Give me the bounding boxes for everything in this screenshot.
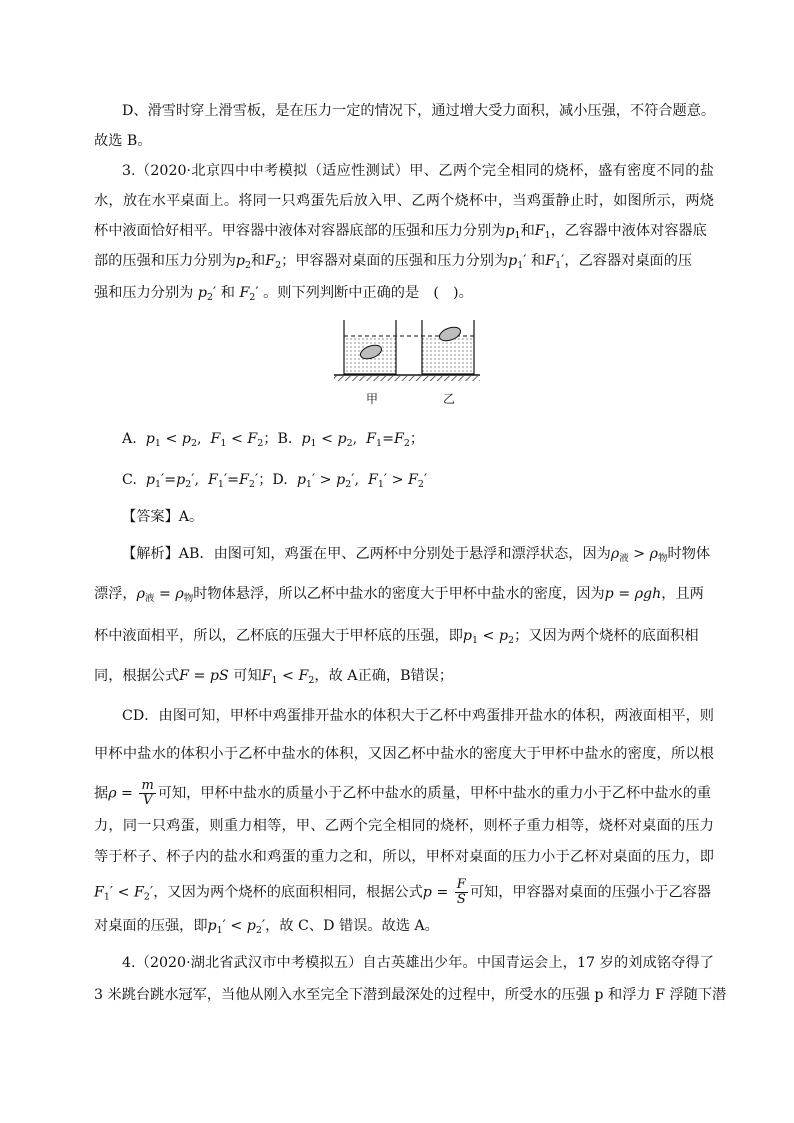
analysis-text: 时物体悬浮，所以乙杯中盐水的密度大于甲杯中盐水的密度，因为 [193,586,605,602]
analysis-text: 【解析】AB．由图可知，鸡蛋在甲、乙两杯中分别处于悬浮和漂浮状态，因为 [122,546,611,562]
analysis-text: ，又因为两个烧杯的底面积相同，根据公式 [153,884,423,901]
option-c-label: C. [122,472,137,488]
analysis-text: ，且两 [661,586,704,602]
analysis-text: 同，根据公式 [94,668,180,684]
analysis-line-9: 等于杯子、杯子内的盐水和鸡蛋的重力之和，所以，甲杯对桌面的压力小于乙杯对桌面的压力，即 [94,849,714,865]
analysis-text: 可知，甲杯中盐水的质量小于乙杯中盐水的质量，甲杯中盐水的重力小于乙杯中盐水的重 [157,785,712,802]
analysis-text: 可知 [233,668,262,684]
figure-label-yi: 乙 [443,392,456,406]
options-cd: C. $p_1'=p_2'$, $F_1'=F_2'$；D. $p_1' > p_2'$, $F_1' > F_2'$ [122,472,428,490]
beakers-figure [330,318,480,408]
analysis-line-8: 力，同一只鸡蛋，则重力相等，甲、乙两个完全相同的烧杯，则杯子重力相等，烧杯对桌面的压力 [94,818,714,834]
analysis-text: 杯中液面相平，所以，乙杯底的压强大于甲杯底的压强，即 [94,628,463,644]
analysis-text: ；又因为两个烧杯的底面积相 [514,628,699,644]
question-4-line-2: 3 米跳台跳水冠军，当他从刚入水至完全下潜到最深处的过程中，所受水的压强 p 和浮力 F 浮随下潜 [94,987,727,1003]
pressure-fraction: $\frac{F}{S}$ [456,877,466,907]
q3-text: 。则下列判断中正确的是 ( )。 [263,285,473,301]
q3-text: 和 [251,253,266,269]
option-d-explanation: D、滑雪时穿上滑雪板，是在压力一定的情况下，通过增大受力面积，减小压强，不符合题意。 [122,103,716,119]
q3-text: 和 [531,253,546,269]
analysis-line-3: 杯中液面相平，所以，乙杯底的压强大于甲杯底的压强，即$p_1 < p_2$；又因为两个烧杯的底面积相 [94,628,699,646]
q3-text: 和 [520,223,535,239]
analysis-line-4: 同，根据公式F = pS 可知$F_1 < F_2$，故 A正确，B错误； [94,668,454,686]
question-3-line-4: 部的压强和压力分别为$p_2$和$F_2$；甲容器对桌面的压强和压力分别为$p_1'$ 和$F_1'$，乙容器对桌面的压 [94,253,693,271]
figure-label-jia: 甲 [366,392,379,406]
option-a-label: A. [122,431,137,447]
q3-text: 部的压强和压力分别为 [94,253,236,269]
table-hatching [334,376,480,381]
option-d-conclusion: 故选 B。 [94,133,152,149]
analysis-text: ，故 A正确，B错误； [314,668,454,684]
question-3-line-1: 3.（2020·北京四中中考模拟（适应性测试）甲、乙两个完全相同的烧杯，盛有密度不同的盐 [122,163,714,179]
analysis-line-1: 【解析】AB．由图可知，鸡蛋在甲、乙两杯中分别处于悬浮和漂浮状态，因为$\rho_液 > \rho_物$时物体 [122,546,711,564]
analysis-line-2: 漂浮，$\rho_液 = \rho_物$时物体悬浮，所以乙杯中盐水的密度大于甲杯中盐水的密度，因为p = ρgh，且两 [94,586,704,604]
q3-text: ，乙容器中液体对容器底 [550,223,707,239]
analysis-text: ，故 C、D 错误。故选 A。 [265,918,439,934]
q3-text: ；甲容器对桌面的压强和压力分别为 [281,253,509,269]
question-4-line-1: 4.（2020·湖北省武汉市中考模拟五）自古英雄出少年。中国青运会上，17 岁的刘成铭夺得了 [122,955,714,971]
beakers-diagram [330,318,480,408]
q3-text: 强和压力分别为 [94,285,194,301]
analysis-line-6: 甲杯中盐水的体积小于乙杯中盐水的体积，又因乙杯中盐水的密度大于甲杯中盐水的密度，所以根 [94,746,714,762]
beaker-yi-liquid [422,336,474,374]
q3-text: 杯中液面恰好相平。甲容器中液体对容器底部的压强和压力分别为 [94,223,506,239]
analysis-text: 可知，甲容器对桌面的压强小于乙容器 [469,884,712,901]
options-ab: A. $p_1 < p_2$, $F_1 < F_2$；B. $p_1 < p_2$, $F_1=F_2$； [122,431,425,449]
question-3-line-3: 杯中液面恰好相平。甲容器中液体对容器底部的压强和压力分别为$p_1$和$F_1$，乙容器中液体对容器底 [94,223,707,241]
analysis-text: 据 [94,785,109,802]
analysis-line-10: $F_1' < F_2'$，又因为两个烧杯的底面积相同，根据公式p = $\frac{F}{S}$ 可知，甲容器对桌面的压强小于乙容器 [94,877,712,907]
analysis-line-11: 对桌面的压强，即$p_1' < p_2'$，故 C、D 错误。故选 A。 [94,918,439,936]
analysis-line-7: 据ρ = $\frac{m}{V}$ 可知，甲杯中盐水的质量小于乙杯中盐水的质量，甲杯中盐水的重力小于乙杯中盐水的重 [94,778,712,808]
option-d-label: D. [272,472,288,488]
question-3-line-5: 强和压力分别为 $p_2'$ 和 $F_2'$ 。则下列判断中正确的是 ( )。 [94,285,473,303]
option-b-label: B. [277,431,293,447]
question-3-line-2: 水，放在水平桌面上。将同一只鸡蛋先后放入甲、乙两个烧杯中，当鸡蛋静止时，如图所示，两烧 [94,193,714,209]
analysis-line-5: CD．由图可知，甲杯中鸡蛋排开盐水的体积大于乙杯中鸡蛋排开盐水的体积，两液面相平，则 [122,708,714,724]
analysis-text: 对桌面的压强，即 [94,918,208,934]
q3-text: 和 [220,285,235,301]
density-fraction: $\frac{m}{V}$ [141,778,154,808]
analysis-text: 漂浮， [94,586,137,602]
answer: 【答案】A。 [122,509,204,525]
analysis-text: 时物体 [667,546,711,562]
q3-text: ，乙容器对桌面的压 [564,253,693,269]
